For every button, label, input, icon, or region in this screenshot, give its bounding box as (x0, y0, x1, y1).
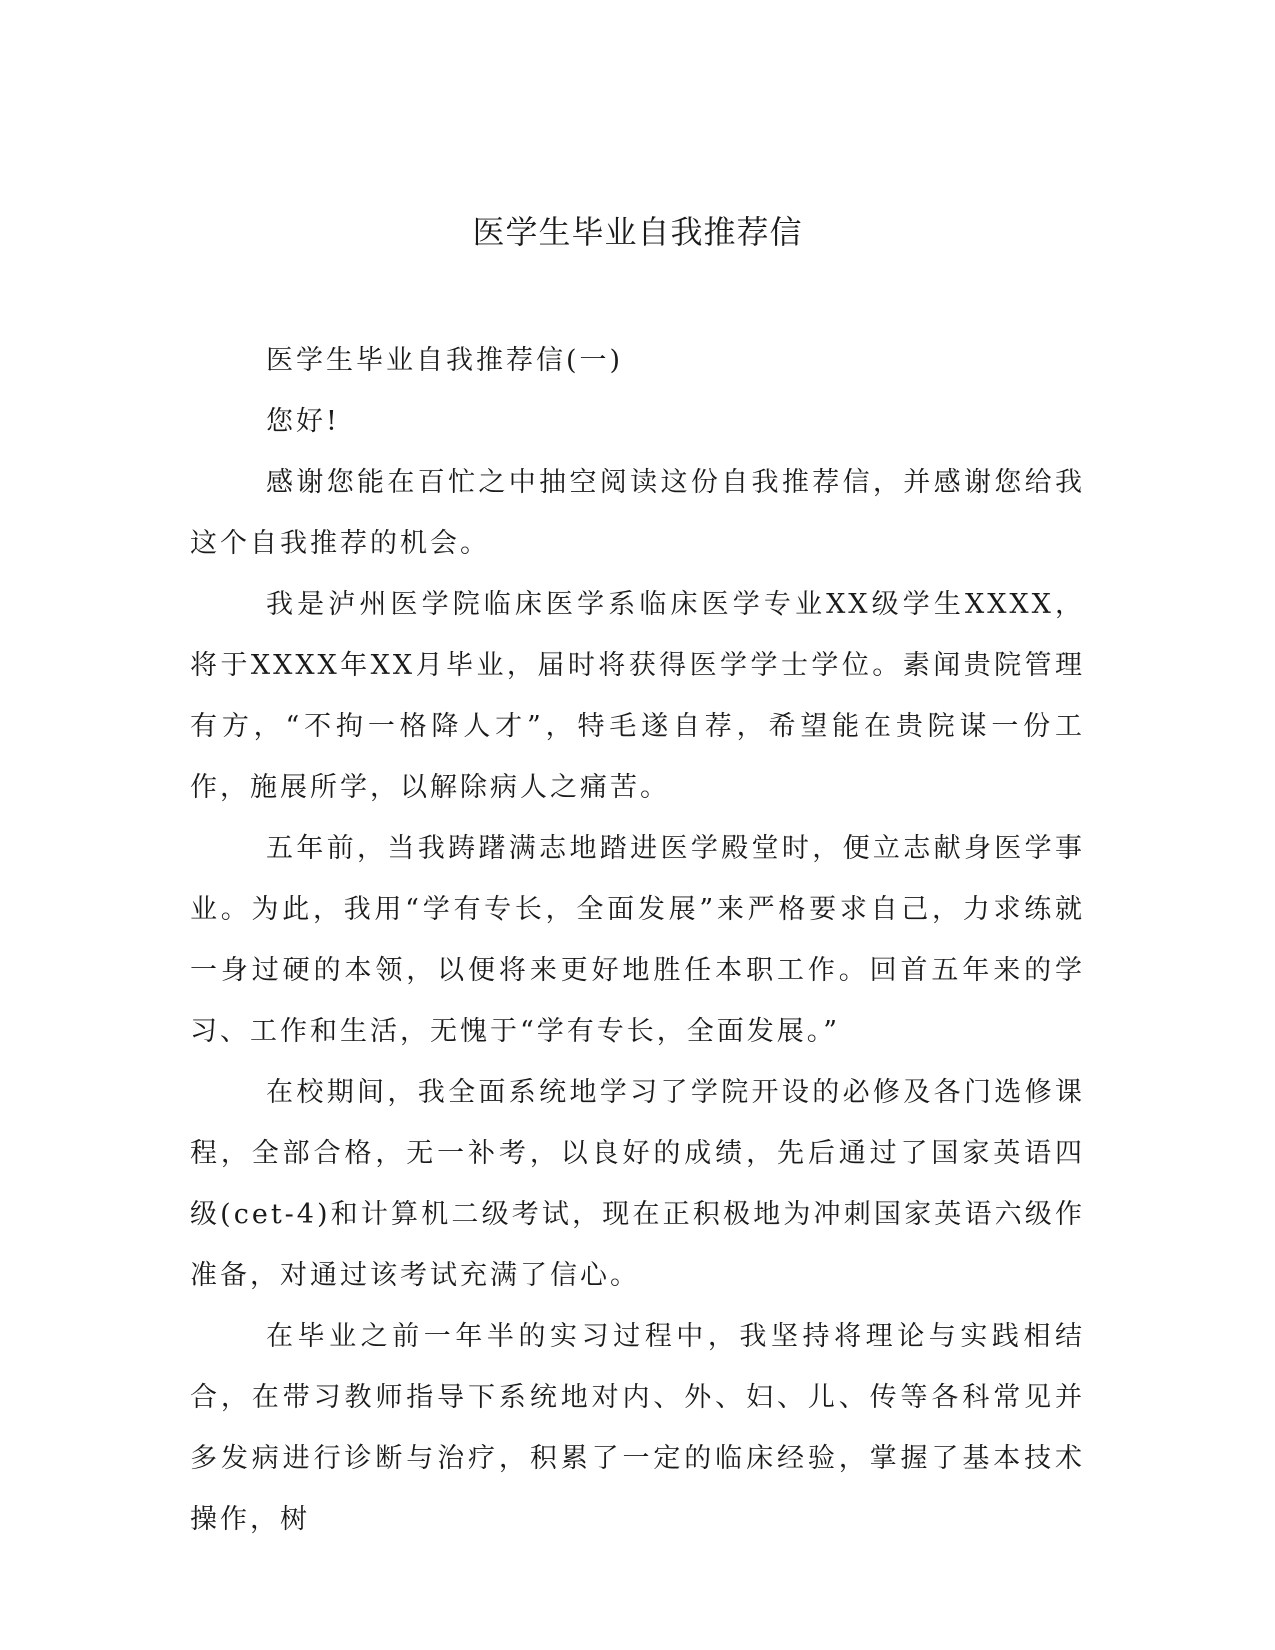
paragraph-studies: 在校期间，我全面系统地学习了学院开设的必修及各门选修课程，全部合格，无一补考，以良好的成绩，先后通过了国家英语四级(cet-4)和计算机二级考试，现在正积极地为冲刺国家英语六级作准备，对通过该考试充满了信心。 (190, 1077, 1085, 1291)
paragraph-subtitle: 医学生毕业自我推荐信(一) (266, 345, 624, 376)
paragraph-introduction: 我是泸州医学院临床医学系临床医学专业XX级学生XXXX，将于XXXX年XX月毕业，届时将获得医学学士学位。素闻贵院管理有方，“不拘一格降人才”，特毛遂自荐，希望能在贵院谋一份工作，施展所学，以解除病人之痛苦。 (190, 589, 1085, 803)
document-body (190, 330, 1085, 1550)
paragraph-thanks: 感谢您能在百忙之中抽空阅读这份自我推荐信，并感谢您给我这个自我推荐的机会。 (190, 467, 1085, 559)
paragraph-internship: 在毕业之前一年半的实习过程中，我坚持将理论与实践相结合，在带习教师指导下系统地对内、外、妇、儿、传等各科常见并多发病进行诊断与治疗，积累了一定的临床经验，掌握了基本技术操作，树 (190, 1321, 1085, 1535)
paragraph-greeting: 您好! (266, 406, 340, 437)
document-title: 医学生毕业自我推荐信 (472, 213, 803, 251)
paragraph-ambition: 五年前，当我踌躇满志地踏进医学殿堂时，便立志献身医学事业。为此，我用“学有专长，全面发展”来严格要求自己，力求练就一身过硬的本领，以便将来更好地胜任本职工作。回首五年来的学习、工作和生活，无愧于“学有专长，全面发展。” (190, 833, 1085, 1047)
